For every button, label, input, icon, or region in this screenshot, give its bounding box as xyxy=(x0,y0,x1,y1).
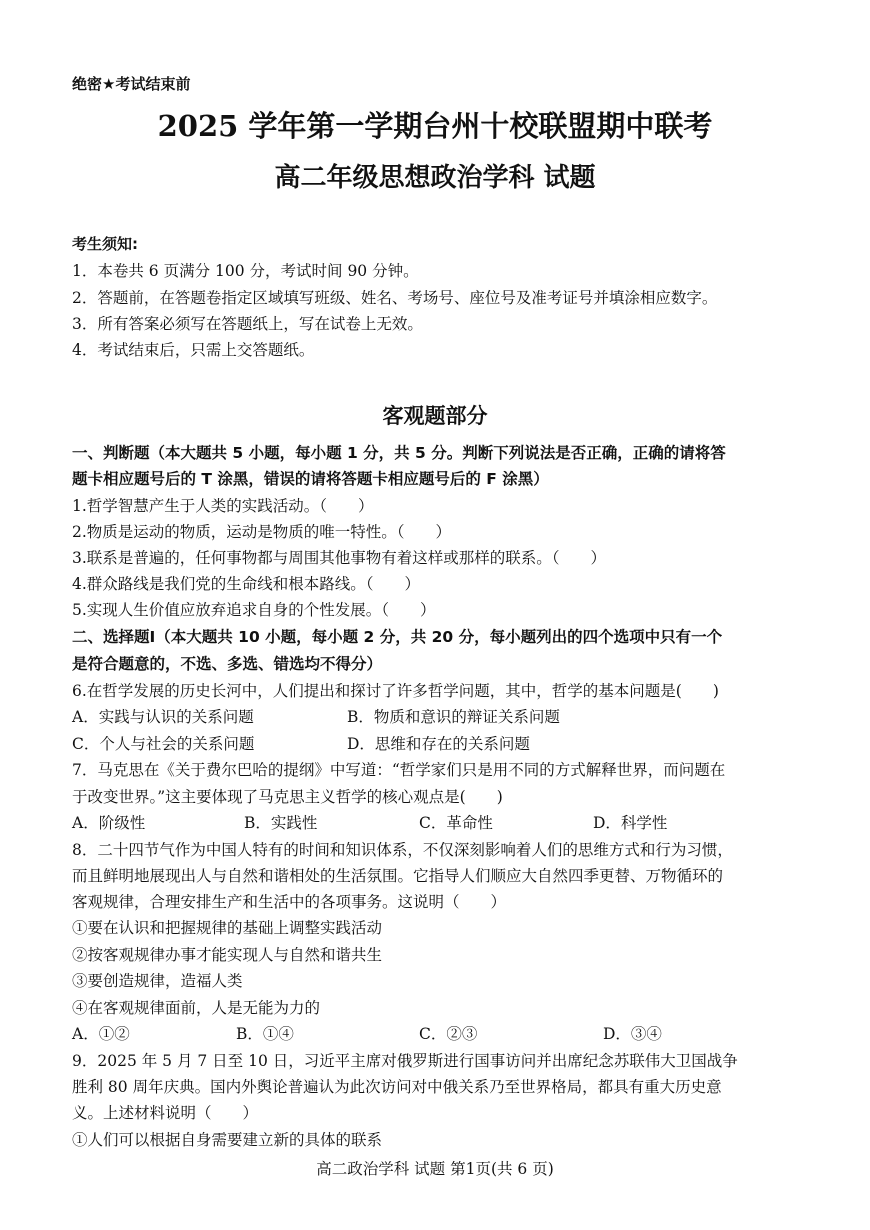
q7-option-a: A．阶级性 xyxy=(72,814,146,832)
section1-heading: 一、判断题（本大题共 5 小题，每小题 1 分，共 5 分。判断下列说法是否正确，正确的请将答 xyxy=(72,444,726,462)
section2-heading-cont: 是符合题意的，不选、多选、错选均不得分） xyxy=(72,655,383,673)
q8-statement-1: ①要在认识和把握规律的基础上调整实践活动 xyxy=(72,919,383,937)
q6-option-b: B．物质和意识的辩证关系问题 xyxy=(347,708,560,726)
q9-statement-1: ①人们可以根据自身需要建立新的具体的联系 xyxy=(72,1131,383,1149)
question-7-stem-cont: 于改变世界。”这主要体现了马克思主义哲学的核心观点是( ) xyxy=(72,788,503,806)
judgment-item: 3.联系是普遍的，任何事物都与周围其他事物有着这样或那样的联系。（ ） xyxy=(72,549,607,567)
section1-heading-cont: 题卡相应题号后的 T 涂黑，错误的请将答题卡相应题号后的 F 涂黑） xyxy=(72,470,549,488)
judgment-item: 1.哲学智慧产生于人类的实践活动。（ ） xyxy=(72,497,374,515)
exam-subtitle: 高二年级思想政治学科 试题 xyxy=(274,163,596,193)
question-8-stem: 8．二十四节气作为中国人特有的时间和知识体系，不仅深刻影响着人们的思维方式和行为习惯， xyxy=(72,841,733,859)
q8-option-c: C．②③ xyxy=(419,1025,478,1043)
objective-section-title: 客观题部分 xyxy=(382,404,488,428)
confidential-label: 绝密★考试结束前 xyxy=(72,75,191,93)
q6-option-a: A．实践与认识的关系问题 xyxy=(72,708,254,726)
q8-statement-2: ②按客观规律办事才能实现人与自然和谐共生 xyxy=(72,946,383,964)
notice-item: 2．答题前，在答题卷指定区域填写班级、姓名、考场号、座位号及准考证号并填涂相应数字。 xyxy=(72,289,718,307)
judgment-item: 4.群众路线是我们党的生命线和根本路线。（ ） xyxy=(72,575,421,593)
q7-option-c: C．革命性 xyxy=(419,814,493,832)
page-footer: 高二政治学科 试题 第1页(共 6 页) xyxy=(316,1160,554,1178)
notice-item: 1．本卷共 6 页满分 100 分，考试时间 90 分钟。 xyxy=(72,262,419,280)
notice-heading: 考生须知: xyxy=(72,235,138,253)
judgment-item: 2.物质是运动的物质，运动是物质的唯一特性。（ ） xyxy=(72,523,452,541)
judgment-item: 5.实现人生价值应放弃追求自身的个性发展。（ ） xyxy=(72,601,436,619)
question-9-stem: 9．2025 年 5 月 7 日至 10 日，习近平主席对俄罗斯进行国事访问并出席纪念苏联伟大卫国战争 xyxy=(72,1052,738,1070)
q7-option-d: D．科学性 xyxy=(593,814,668,832)
q8-statement-4: ④在客观规律面前，人是无能为力的 xyxy=(72,999,321,1017)
question-6-stem: 6.在哲学发展的历史长河中，人们提出和探讨了许多哲学问题，其中，哲学的基本问题是( ) xyxy=(72,682,719,700)
q8-option-a: A．①② xyxy=(72,1025,130,1043)
question-8-stem-cont: 而且鲜明地展现出人与自然和谐相处的生活氛围。它指导人们顺应大自然四季更替、万物循环的 xyxy=(72,867,724,885)
notice-item: 4．考试结束后，只需上交答题纸。 xyxy=(72,341,315,359)
q6-option-c: C．个人与社会的关系问题 xyxy=(72,735,255,753)
q6-option-d: D．思维和存在的关系问题 xyxy=(347,735,530,753)
section2-heading: 二、选择题Ⅰ（本大题共 10 小题，每小题 2 分，共 20 分，每小题列出的四个选项中只有一个 xyxy=(72,628,723,646)
question-9-stem-cont: 胜利 80 周年庆典。国内外舆论普遍认为此次访问对中俄关系乃至世界格局，都具有重大历史意 xyxy=(72,1078,722,1096)
question-7-stem: 7．马克思在《关于费尔巴哈的提纲》中写道：“哲学家们只是用不同的方式解释世界，而问题在 xyxy=(72,761,726,779)
q8-option-d: D．③④ xyxy=(603,1025,662,1043)
q8-option-b: B．①④ xyxy=(236,1025,294,1043)
exam-title: 2025 学年第一学期台州十校联盟期中联考 xyxy=(157,109,713,143)
question-8-stem-cont: 客观规律，合理安排生产和生活中的各项事务。这说明（ ） xyxy=(72,893,507,911)
q7-option-b: B．实践性 xyxy=(244,814,318,832)
notice-item: 3．所有答案必须写在答题纸上，写在试卷上无效。 xyxy=(72,315,423,333)
q8-statement-3: ③要创造规律，造福人类 xyxy=(72,972,243,990)
question-9-stem-cont: 义。上述材料说明（ ） xyxy=(72,1104,259,1122)
